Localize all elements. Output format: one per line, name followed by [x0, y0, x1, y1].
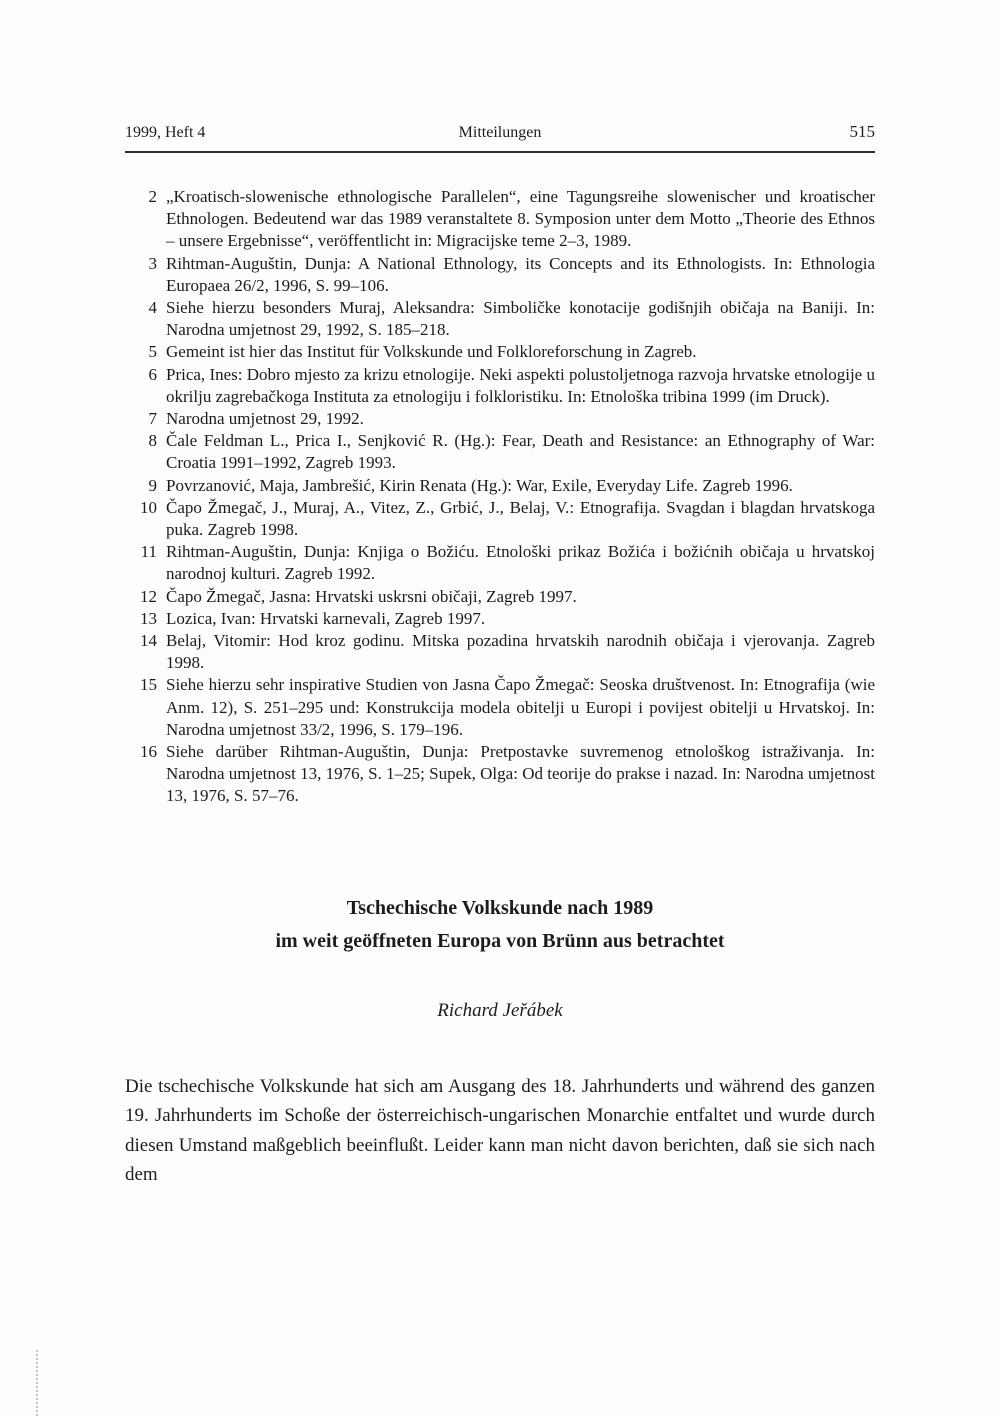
footnote-number: 8 — [148, 431, 157, 451]
footnote — [125, 741, 875, 808]
footnote-text: Belaj, Vitomir: Hod kroz godinu. Mitska pozadina hrvatskih narodnih običaja i vjerovanja. Zagreb 1998. — [166, 631, 875, 673]
running-head-section: Mitteilungen — [458, 124, 542, 141]
footnote-text: Rihtman-Auguštin, Dunja: Knjiga o Božiću. Etnološki prikaz Božića i božićnih običaja u hrvatskoj narodnoj kulturi. Zagreb 1992. — [166, 542, 875, 584]
footnote-number: 12 — [140, 586, 157, 606]
footnote-number: 5 — [148, 342, 157, 362]
footnote-number: 6 — [148, 364, 157, 384]
footnote-number: 2 — [148, 187, 157, 206]
footnote-text: Narodna umjetnost 29, 1992. — [166, 409, 364, 429]
footnote-text: Povrzanović, Maja, Jambrešić, Kirin Renata (Hg.): War, Exile, Everyday Life. Zagreb 1996. — [166, 475, 793, 495]
endnotes-list — [125, 186, 875, 808]
footnote — [125, 674, 875, 741]
running-head-issue: 1999, Heft 4 — [125, 124, 206, 141]
footnote-number: 7 — [148, 409, 157, 429]
footnote-text: Gemeint ist hier das Institut für Volkskunde und Folkloreforschung in Zagreb. — [166, 342, 697, 362]
footnote-number: 16 — [140, 742, 157, 762]
footnote-number: 10 — [140, 497, 157, 517]
footnote-text: Siehe darüber Rihtman-Auguštin, Dunja: Pretpostavke suvremenog etnološkog istraživanja. In: Narodna umjetnost 13, 1976, S. 1–25; Supek, Olga: Od teorije do prakse i nazad. In: Narodna umjetnost 13, 1976, S. 57–76. — [166, 742, 875, 806]
footnote — [125, 253, 875, 297]
footnote-number: 14 — [140, 631, 157, 651]
footnote-text: „Kroatisch-slowenische ethnologische Parallelen“, eine Tagungsreihe slowenischer und kroatischer Ethnologen. Bedeutend war das 1989 veranstaltete 8. Symposion unter dem Motto „Theorie des Ethnos – unsere Ergebnisse“, veröffentlicht in: Migracijske teme 2–3, 1989. — [166, 187, 875, 251]
footnote-number: 15 — [140, 675, 157, 695]
scan-artifact-dotted-line — [36, 1350, 38, 1416]
footnote-text: Rihtman-Auguštin, Dunja: A National Ethnology, its Concepts and its Ethnologists. In: Ethnologia Europaea 26/2, 1996, S. 99–106. — [166, 253, 875, 295]
footnote — [125, 475, 875, 497]
article-title-line1: Tschechische Volkskunde nach 1989 — [346, 896, 654, 919]
footnote — [125, 430, 875, 474]
footnote-number: 13 — [140, 608, 157, 628]
article-author: Richard Jeřábek — [437, 999, 563, 1021]
footnote-text: Siehe hierzu besonders Muraj, Aleksandra: Simboličke konotacije godišnjih običaja na Baniji. In: Narodna umjetnost 29, 1992, S. 185–218. — [166, 298, 875, 340]
footnote-number: 9 — [148, 475, 157, 495]
footnote-number: 11 — [140, 542, 157, 562]
footnote — [125, 364, 875, 408]
footnote — [125, 186, 875, 253]
footnote-text: Čale Feldman L., Prica I., Senjković R. (Hg.): Fear, Death and Resistance: an Ethnography of War: Croatia 1991–1992, Zagreb 1993. — [166, 431, 875, 473]
running-head — [125, 122, 875, 153]
footnote-text: Prica, Ines: Dobro mjesto za krizu etnologije. Neki aspekti polustoljetnoga razvoja hrvatske etnologije u okrilju zagrebačkoga Instituta za etnologiju i folkloristiku. In: Etnološka tribina 1999 (im Druck). — [166, 364, 875, 406]
footnote — [125, 608, 875, 630]
page-number: 515 — [849, 122, 875, 141]
footnote-text: Čapo Žmegač, J., Muraj, A., Vitez, Z., Grbić, J., Belaj, V.: Etnografija. Svagdan i blagdan hrvatskoga puka. Zagreb 1998. — [166, 497, 875, 540]
footnote-number: 4 — [148, 298, 157, 318]
footnote — [125, 586, 875, 608]
footnote — [125, 630, 875, 674]
footnote-text: Lozica, Ivan: Hrvatski karnevali, Zagreb 1997. — [166, 608, 486, 628]
footnote — [125, 541, 875, 585]
footnote-number: 3 — [148, 253, 157, 273]
article-title-line2: im weit geöffneten Europa von Brünn aus betrachtet — [275, 929, 725, 952]
footnote — [125, 297, 875, 341]
footnote — [125, 497, 875, 541]
footnote — [125, 408, 875, 430]
footnote — [125, 341, 875, 363]
article-title — [125, 892, 875, 958]
footnote-text: Čapo Žmegač, Jasna: Hrvatski uskrsni običaji, Zagreb 1997. — [166, 586, 577, 606]
footnote-text: Siehe hierzu sehr inspirative Studien von Jasna Čapo Žmegač: Seoska društvenost. In: Etnografija (wie Anm. 12), S. 251–295 und: Konstrukcija modela obitelji u Europi i povijest obitelji u Hrvatskoj. In: Narodna umjetnost 33/2, 1996, S. 179–196. — [166, 675, 875, 739]
article-body-paragraph: Die tschechische Volkskunde hat sich am Ausgang des 18. Jahrhunderts und während des ganzen 19. Jahrhunderts im Schoße der österreichisch-ungarischen Monarchie entfaltet und wurde durch diesen Umstand maßgeblich beeinflußt. Leider kann man nicht davon berichten, daß sie sich nach dem — [125, 1075, 875, 1186]
